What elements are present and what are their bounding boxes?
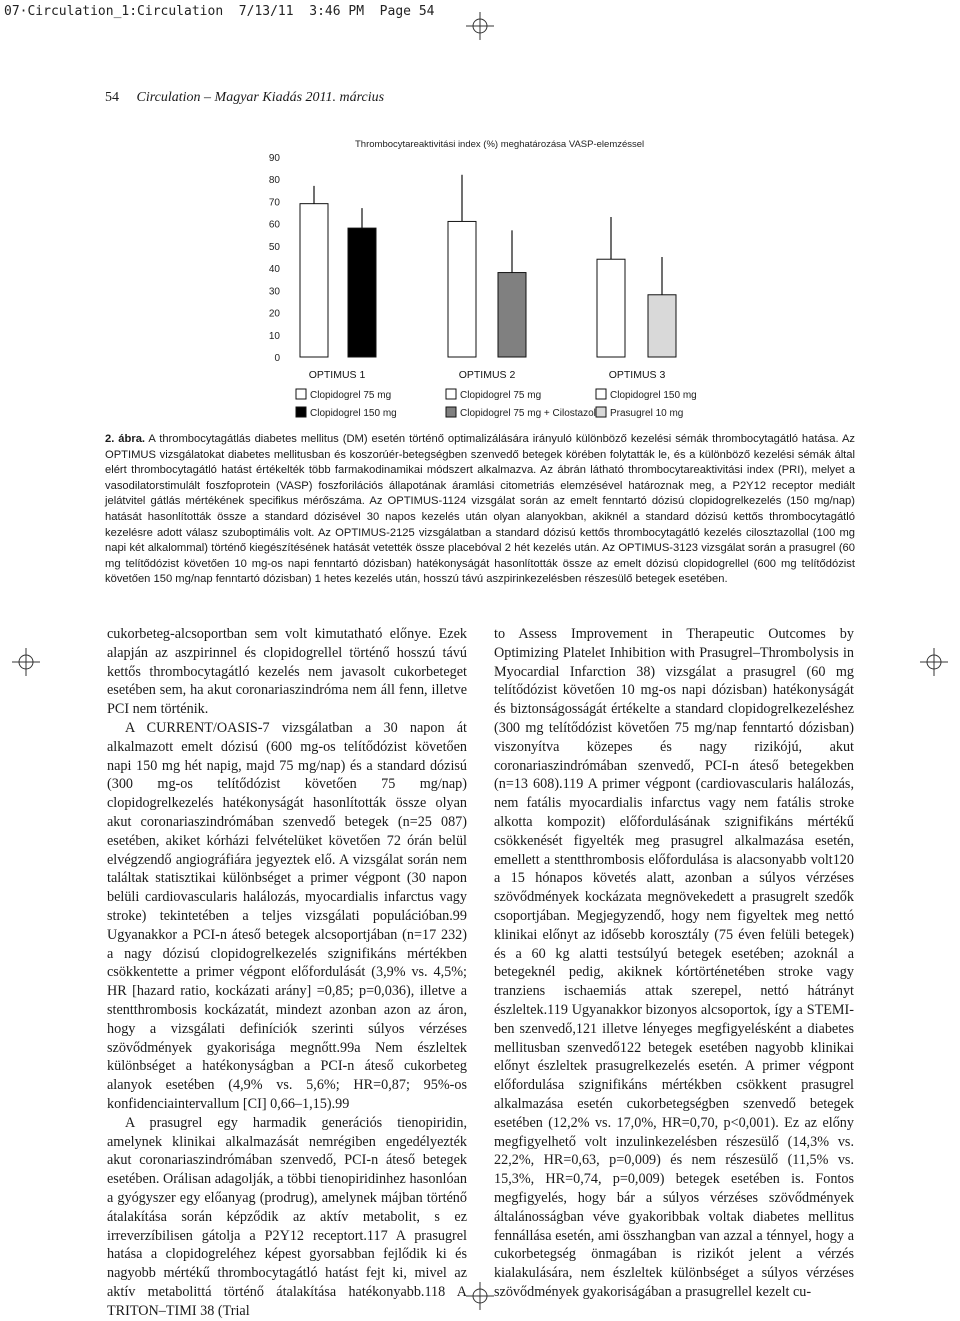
y-axis [269, 153, 281, 364]
bar [300, 204, 328, 357]
text-column-left [107, 625, 467, 1320]
page-number: 54 [105, 90, 119, 105]
text-column-right [494, 625, 854, 1302]
group-label: OPTIMUS 3 [608, 369, 666, 381]
y-tick-label: 80 [268, 175, 280, 187]
registration-mark-right [920, 648, 948, 676]
registration-mark-left [12, 648, 40, 676]
legend-label: Clopidogrel 75 mg [310, 390, 392, 401]
legend-swatch [296, 407, 306, 417]
y-tick-label: 20 [268, 308, 280, 320]
paragraph: A CURRENT/OASIS-7 vizsgálatban a 30 napon át alkalmazott emelt dózisú (600 mg-os telítődózist követően napi 150 mg hét napig, majd 75 mg/nap) és a standard dózisú (300 mg-os telítődózist követően 75 mg/nap) clopidogrelkezelés hatékonyságát hasonlították össze olyan akut coronariaszindrómában szenvedő betegek (n=25 087) esetében, akiket kórházi felvételüket követően 72 órán belül elvégzendő angiográfiára jegyeztek elő. A vizsgálat során nem találtak statisztikai különbséget a primer végpont (30 napon belüli cardiovascularis halálozás, myocardialis infarctus vagy stroke) tekintetében a teljes vizsgálati populációban.99 Ugyanakkor a PCI-n áteső betegek alcsoportjában (n=17 232) a nagy dózisú clopidogrelkezelés szignifikáns mértékben csökkentette a primer végpont előfordulását (3,9% vs. 4,5%; HR [hazard ratio, kockázati arány] =0,85; p=0,036), illetve a stentthrombosis kockázatát, mindezt azonban azon az áron, hogy a vizsgálati definíciók szerinti súlyos vérzéses szövődmények gyakorisága megnőtt.99a Nem észleltek különbséget a hatékonyságban a PCI-n áteső cukorbeteg alanyok esetében (4,9% vs. 5,6%; HR=0,87; 95%-os konfidenciaintervallum [CI] 0,66–1,15).99 [107, 719, 467, 1112]
y-tick-label: 50 [268, 241, 280, 253]
group-label: OPTIMUS 1 [308, 369, 366, 381]
legend-swatch [446, 389, 456, 399]
bar [448, 221, 476, 357]
print-slug: 07·Circulation_1:Circulation 7/13/11 3:46 PM Page 54 [4, 4, 435, 19]
legend-swatch [596, 407, 606, 417]
legend-swatch [596, 389, 606, 399]
pri-bar-chart [0, 130, 960, 430]
caption-label: 2. ábra. [105, 433, 146, 445]
group-labels [309, 369, 666, 381]
registration-mark-bottom [466, 1282, 494, 1310]
registration-mark-top [466, 12, 494, 40]
y-tick-label: 70 [268, 197, 280, 209]
running-header [105, 90, 384, 106]
y-tick-label: 60 [268, 219, 280, 231]
caption-text: A thrombocytagátlás diabetes mellitus (DM) esetén történő optimalizálására irányuló különböző kezelési sémák thrombocytagátló hatása. Az OPTIMUS vizsgálatokat diabetes mellitusban és koszorúér-betegségben szenvedő betegek körében folytatták le, és a különböző kezelési sémák által elért thrombocytagátló hatást értékelték több farmakodinamikai módszert alkalmazva. Az ábrán látható thrombocytareaktivitási index (PRI), melyet a vasodilatorstimulált foszfoprotein (VASP) foszforilációs állapotának áramlási citometriás elemzésével határoznak meg, a P2Y12 receptor mediált jelátvitel gátlás mértékének specifikus mérőszáma. Az OPTIMUS-1124 vizsgálat során az emelt fenntartó dózisú clopidogrelkezelés (150 mg/nap) hatását hasonlították össze a standard dózisével 30 napos kezelés után olyan alanyokban, akiknél a standard dózisú kettős thrombocytagátló kezelésre adott válasz szuboptimális volt. Az OPTIMUS-2125 vizsgálatban a standard dózisú kettős thrombocytagátló kezelés cilosztazollal (100 mg napi két alkalommal) történő kiegészítésének hatását vetették össze placebóval 2 hét kezelés után. Az OPTIMUS-3123 vizsgálat során a prasugrel (60 mg telítődózist követően 10 mg-os napi fenntartó dózisban) hatékonyságát hasonlították össze az emelt dózisú clopidogrellel (600 mg telítődózist követően 150 mg/nap fenntartó dózisban) 1 hetes kezelés után, hosszú távú aszpirinkezelésben részesülő betegek esetében. [105, 433, 855, 586]
bar [597, 259, 625, 357]
legend-swatch [296, 389, 306, 399]
bars [300, 175, 676, 357]
bar [348, 228, 376, 357]
y-tick-label: 30 [268, 286, 280, 298]
paragraph: cukorbeteg-alcsoportban sem volt kimutatható előnye. Ezek alapján az aszpirinnel és clopidogrellel történő hosszú távú kettős thrombocytagátló kezelés nem javasolt cukorbeteget esetében sem, ha akut coronariaszindróma nem áll fenn, illetve PCI nem történik. [107, 626, 467, 718]
legend [296, 389, 697, 419]
figure-caption [105, 432, 855, 588]
legend-label: Clopidogrel 75 mg [460, 390, 542, 401]
legend-label: Clopidogrel 75 mg + Cilostazol [460, 408, 596, 419]
y-tick-label: 90 [268, 153, 280, 164]
y-tick-label: 10 [268, 330, 280, 342]
bar [648, 295, 676, 357]
chart-title: Thrombocytareaktivitási index (%) meghatározása VASP-elemzéssel [355, 139, 645, 150]
paragraph: to Assess Improvement in Therapeutic Outcomes by Optimizing Platelet Inhibition with Prasugrel–Thrombolysis in Myocardial Infarction 38) vizsgálat a prasugrel (60 mg telítődózist követően 10 mg-os napi dózisban) hatékonyságát és biztonságosságát értékelte a standard clopidogrelkezeléshez (300 mg telítődózist követően 75 mg/nap fenntartó dózisban) viszonyítva közepes és nagy rizikójú, akut coronariaszindrómában szenvedő, PCI-n áteső betegekben (n=13 608).119 A primer végpont (cardiovascularis halálozás, nem fatális myocardialis infarctus vagy nem fatális stroke alkotta kompozit) előfordulásának szignifikáns mértékű csökkenését figyelték meg prasugrel alkalmazása esetén, emellett a stentthrombosis előfordulása is alacsonyabb volt120 a 15 hónapos követés alatt, azonban a súlyos vérzéses szövődmények kockázata megnövekedett a prasugrelt szedők csoportjában. Megjegyzendő, hogy nem figyeltek meg nettó klinikai előnyt az idősebb korosztály (75 éven felüli betegek) és a 60 kg alatti testsúlyú betegek esetében; azoknál a betegeknél pedig, akiknek kórtörténetében stroke vagy tranziens ischaemiás attak szerepel, nettó hátrányt észleltek.119 Ugyanakkor bizonyos alcsoportok, így a STEMI-ben szenvedő,121 illetve lényeges megfigyelésként a diabetes mellitusban szenvedő122 betegek esetében nagyobb klinikai előnyt észleltek prasugrelkezelés esetén. A primer végpont előfordulása szignifikáns mértékben csökkent prasugrel alkalmazása esetén cukorbetegségben szenvedő betegek esetében (12,2% vs. 17,0%, HR=0,70, p<0,001). Ez az előny megfigyelhető volt inzulinkezelésben részesülő (14,3% vs. 22,2%, HR=0,63, p=0,009) és nem részesülő (11,5% vs. 15,3%, HR=0,74, p=0,009) betegek esetében is. Fontos megfigyelés, hogy bár a súlyos vérzéses szövődmények általánosságban véve gyakoribbak voltak diabetes mellitus fennállása esetén, ami összhangban van azzal a ténnyel, hogy a cukorbetegség önmagában is rizikót jelent a vérzés kialakulására, nem észleltek különbséget a súlyos vérzéses szövődmények gyakoriságában a prasugrellel kezelt cu- [494, 626, 854, 1300]
bar [498, 273, 526, 357]
legend-swatch [446, 407, 456, 417]
legend-label: Clopidogrel 150 mg [310, 408, 397, 419]
legend-label: Clopidogrel 150 mg [610, 390, 697, 401]
y-tick-label: 40 [268, 264, 280, 276]
y-tick-label: 0 [274, 353, 280, 364]
legend-label: Prasugrel 10 mg [610, 408, 684, 419]
journal-title: Circulation – Magyar Kiadás 2011. március [136, 90, 385, 105]
group-label: OPTIMUS 2 [458, 369, 516, 381]
paragraph: A prasugrel egy harmadik generációs tienopiridin, amelynek klinikai alkalmazását nemrégiben engedélyezték akut coronariaszindrómában szenvedő, PCI-n áteső betegek esetében. Orálisan adagolják, a többi tienopiridinhez hasonlóan a gyógyszer egy előanyag (prodrug), amelynek májban történő átalakítása során képződik az aktív metabolit, s ez irreverzíbilisen gátolja a P2Y12 receptort.117 A prasugrel hatása a clopidogreléhez képest gyorsabban fejlődik ki és nagyobb mértékű thrombocytagátló hatást fejt ki, mivel az aktív metabolittá történő átalakítása hatékonyabb.118 A TRITON–TIMI 38 (Trial [107, 1114, 467, 1319]
